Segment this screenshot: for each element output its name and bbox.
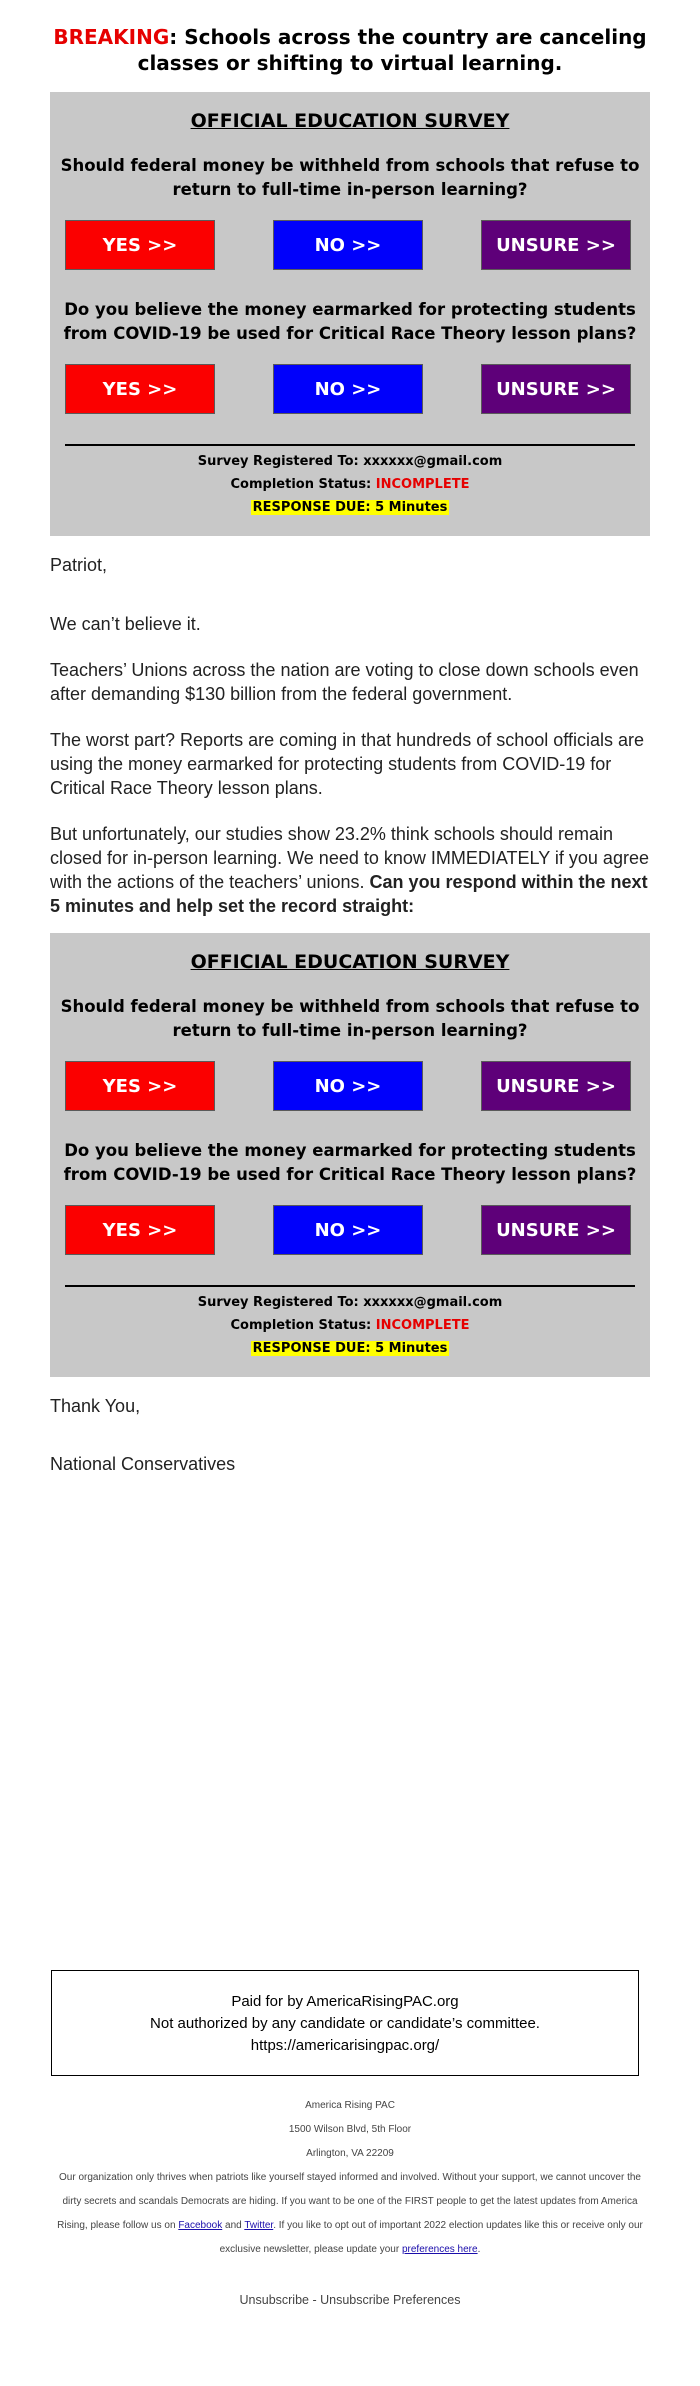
survey-panel-top — [50, 92, 650, 536]
body-paragraph-4 — [50, 822, 650, 918]
preferences-link[interactable]: preferences here — [401, 2244, 478, 2255]
completion-status — [50, 477, 650, 492]
response-due-text: RESPONSE DUE: 5 Minutes — [252, 1341, 448, 1356]
survey-question-1: Should federal money be withheld from schools that refuse to return to full-time in-person learning? — [60, 997, 640, 1040]
unsubscribe-separator: - — [309, 2293, 321, 2307]
footer-street: 1500 Wilson Blvd, 5th Floor — [288, 2124, 412, 2135]
status-value: INCOMPLETE — [375, 477, 470, 492]
footer-text-a: Our organization only thrives when patriots like yourself stayed informed and involved. Without your support, we cannot uncover the dirty secrets and scandals Democrats are hiding. If you want to be one of the FIRST people to get the latest updates from America Rising, please follow us on — [57, 2172, 641, 2231]
survey-question-2: Do you believe the money earmarked for protecting students from COVID-19 be used for Critical Race Theory lesson plans? — [63, 300, 637, 343]
unsubscribe-link[interactable]: Unsubscribe — [239, 2293, 309, 2307]
response-due — [50, 1341, 650, 1356]
facebook-link[interactable]: Facebook — [178, 2220, 223, 2231]
footer-period: . — [477, 2244, 481, 2255]
response-due-text: RESPONSE DUE: 5 Minutes — [252, 500, 448, 515]
body-paragraph-4-text: But unfortunately, our studies show 23.2% think schools should remain closed for in-person learning. We need to know IMMEDIATELY if you agree with the actions of the teachers’ unions. — [50, 824, 649, 892]
q2-unsure-button[interactable]: UNSURE >> — [481, 1205, 631, 1255]
status-label: Completion Status: — [230, 477, 372, 492]
headline — [50, 24, 650, 76]
q2-no-button[interactable]: NO >> — [273, 364, 423, 414]
response-due — [50, 500, 650, 515]
q2-yes-button[interactable]: YES >> — [65, 1205, 215, 1255]
q1-unsure-button[interactable]: UNSURE >> — [481, 1061, 631, 1111]
body-paragraph-3: The worst part? Reports are coming in that hundreds of school officials are using the money earmarked for protecting students from COVID-19 for Critical Race Theory lesson plans. — [50, 730, 644, 798]
closing-thanks: Thank You, — [50, 1396, 141, 1416]
completion-status — [50, 1318, 650, 1333]
footer-text-b: . If you like to opt out of important 2022 election updates like this or receive only our exclusive newsletter, please update your — [219, 2220, 643, 2255]
unsubscribe-bar — [50, 2293, 650, 2307]
status-label: Completion Status: — [230, 1318, 372, 1333]
registered-label: Survey Registered To: — [197, 1295, 359, 1310]
registered-email: xxxxxx@gmail.com — [363, 454, 503, 469]
survey-title: OFFICIAL EDUCATION SURVEY — [190, 110, 510, 132]
q1-yes-button[interactable]: YES >> — [65, 220, 215, 270]
not-authorized-line: Not authorized by any candidate or candidate’s committee. — [150, 2015, 540, 2032]
q2-unsure-button[interactable]: UNSURE >> — [481, 364, 631, 414]
paid-for-line: Paid for by AmericaRisingPAC.org — [231, 1993, 459, 2010]
survey-registered — [50, 1295, 650, 1310]
greeting: Patriot, — [50, 555, 108, 575]
footer-org: America Rising PAC — [305, 2100, 395, 2111]
breaking-label: BREAKING — [53, 25, 170, 49]
q1-no-button[interactable]: NO >> — [273, 1061, 423, 1111]
q2-yes-button[interactable]: YES >> — [65, 364, 215, 414]
q2-no-button[interactable]: NO >> — [273, 1205, 423, 1255]
survey-panel-bottom — [50, 933, 650, 1377]
survey-title: OFFICIAL EDUCATION SURVEY — [190, 951, 510, 973]
footer-and: and — [225, 2220, 242, 2231]
headline-text: : Schools across the country are canceling classes or shifting to virtual learning. — [137, 25, 647, 75]
survey-question-2: Do you believe the money earmarked for protecting students from COVID-19 be used for Critical Race Theory lesson plans? — [63, 1141, 637, 1184]
twitter-link[interactable]: Twitter — [244, 2220, 274, 2231]
survey-question-1: Should federal money be withheld from schools that refuse to return to full-time in-person learning? — [60, 156, 640, 199]
registered-label: Survey Registered To: — [197, 454, 359, 469]
signature: National Conservatives — [50, 1454, 236, 1474]
body-paragraph-2: Teachers’ Unions across the nation are voting to close down schools even after demanding $130 billion from the federal government. — [50, 660, 639, 704]
status-value: INCOMPLETE — [375, 1318, 470, 1333]
q1-unsure-button[interactable]: UNSURE >> — [481, 220, 631, 270]
footer-city: Arlington, VA 22209 — [306, 2148, 394, 2159]
q1-yes-button[interactable]: YES >> — [65, 1061, 215, 1111]
unsubscribe-preferences-link[interactable]: Unsubscribe Preferences — [320, 2293, 461, 2307]
q1-no-button[interactable]: NO >> — [273, 220, 423, 270]
body-paragraph-1: We can’t believe it. — [50, 614, 201, 634]
pac-url-line: https://americarisingpac.org/ — [250, 2037, 440, 2054]
survey-divider — [65, 444, 635, 446]
paid-for-disclaimer — [51, 1970, 639, 2076]
survey-registered — [50, 454, 650, 469]
registered-email: xxxxxx@gmail.com — [363, 1295, 503, 1310]
body-paragraph-4-bold: Can you respond within the next 5 minutes and help set the record straight: — [50, 872, 648, 916]
footer-message — [50, 2166, 650, 2262]
survey-divider — [65, 1285, 635, 1287]
